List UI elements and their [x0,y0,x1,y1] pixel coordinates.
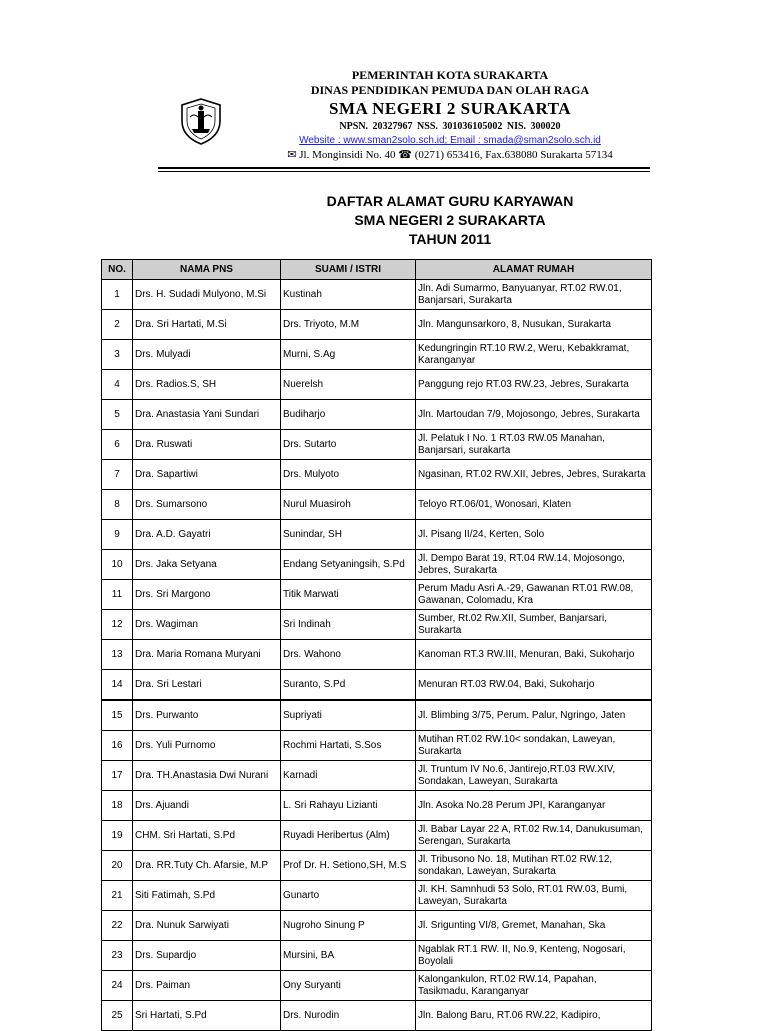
teacher-name: Drs. Yuli Purnomo [133,731,281,761]
row-number: 20 [102,851,133,881]
table-row [102,280,652,310]
row-number: 3 [102,340,133,370]
home-address: Menuran RT.03 RW.04, Baki, Sukoharjo [416,670,652,701]
teacher-name: Dra. Maria Romana Muryani [133,640,281,670]
table-row [102,400,652,430]
document-title [250,192,650,249]
spouse-name: Murni, S.Ag [281,340,416,370]
home-address: Jln. Martoudan 7/9, Mojosongo, Jebres, Surakarta [416,400,652,430]
teacher-name: Drs. Mulyadi [133,340,281,370]
spouse-name: Rochmi Hartati, S.Sos [281,731,416,761]
row-number: 1 [102,280,133,310]
home-address: Jl. Truntum IV No.6, Jantirejo,RT.03 RW.XIV, Sondakan, Laweyan, Surakarta [416,761,652,791]
table-row [102,731,652,761]
home-address: Sumber, Rt.02 Rw.XII, Sumber, Banjarsari, Surakarta [416,610,652,640]
row-number: 16 [102,731,133,761]
row-number: 23 [102,941,133,971]
table-row [102,941,652,971]
table-row [102,821,652,851]
header-no: NO. [102,260,133,280]
title-line-3: TAHUN 2011 [408,231,492,247]
home-address: Jl. Dempo Barat 19, RT.04 RW.14, Mojosongo, Jebres, Surakarta [416,550,652,580]
table-row [102,520,652,550]
spouse-name: Ruyadi Heribertus (Alm) [281,821,416,851]
table-row [102,1001,652,1031]
home-address: Jln. Adi Sumarmo, Banyuanyar, RT.02 RW.01, Banjarsari, Surakarta [416,280,652,310]
spouse-name: Budiharjo [281,400,416,430]
teacher-name: Drs. Wagiman [133,610,281,640]
row-number: 4 [102,370,133,400]
home-address: Kedungringin RT.10 RW.2, Weru, Kebakkramat, Karanganyar [416,340,652,370]
spouse-name: Prof Dr. H. Setiono,SH, M.S [281,851,416,881]
table-row [102,761,652,791]
row-number: 15 [102,700,133,731]
title-line-2: SMA NEGERI 2 SURAKARTA [354,212,546,228]
home-address: Teloyo RT.06/01, Wonosari, Klaten [416,490,652,520]
city-emblem-icon [178,97,224,145]
table-row [102,610,652,640]
table-body [102,280,652,1031]
teacher-name: Drs. Sri Margono [133,580,281,610]
spouse-name: Karnadi [281,761,416,791]
teacher-name: Sri Hartati, S.Pd [133,1001,281,1031]
teacher-name: Dra. TH.Anastasia Dwi Nurani [133,761,281,791]
home-address: Jl. Pisang II/24, Kerten, Solo [416,520,652,550]
school-name: SMA NEGERI 2 SURAKARTA [329,99,571,118]
teacher-name: Dra. Anastasia Yani Sundari [133,400,281,430]
school-address: ✉ Jl. Monginsidi No. 40 ☎ (0271) 653416, Fax.638080 Surakarta 57134 [287,149,613,161]
table-row [102,700,652,731]
row-number: 2 [102,310,133,340]
spouse-name: Drs. Sutarto [281,430,416,460]
row-number: 9 [102,520,133,550]
spouse-name: Suranto, S.Pd [281,670,416,701]
table-row [102,911,652,941]
spouse-name: Sri Indinah [281,610,416,640]
teacher-name: Dra. A.D. Gayatri [133,520,281,550]
letterhead-divider [158,167,650,169]
table-row [102,370,652,400]
row-number: 7 [102,460,133,490]
row-number: 21 [102,881,133,911]
home-address: Kalongankulon, RT.02 RW.14, Papahan, Tasikmadu, Karanganyar [416,971,652,1001]
row-number: 14 [102,670,133,701]
teacher-name: Dra. Sapartiwi [133,460,281,490]
spouse-name: Drs. Nurodin [281,1001,416,1031]
row-number: 12 [102,610,133,640]
row-number: 22 [102,911,133,941]
header-suami-istri: SUAMI / ISTRI [281,260,416,280]
government-name: PEMERINTAH KOTA SURAKARTA [351,68,549,82]
row-number: 18 [102,791,133,821]
table-row [102,340,652,370]
letterhead-divider-thin [158,171,650,172]
table-row [102,971,652,1001]
home-address: Ngasinan, RT.02 RW.XII, Jebres, Jebres, Surakarta [416,460,652,490]
row-number: 24 [102,971,133,1001]
row-number: 5 [102,400,133,430]
home-address: Jln. Mangunsarkoro, 8, Nusukan, Surakarta [416,310,652,340]
teacher-name: Drs. Purwanto [133,700,281,731]
home-address: Jln. Balong Baru, RT.06 RW.22, Kadipiro, [416,1001,652,1031]
row-number: 13 [102,640,133,670]
home-address: Ngablak RT.1 RW. II, No.9, Kenteng, Nogosari, Boyolali [416,941,652,971]
spouse-name: Titik Marwati [281,580,416,610]
letterhead [0,0,768,172]
home-address: Jln. Asoka No.28 Perum JPI, Karanganyar [416,791,652,821]
teacher-name: CHM. Sri Hartati, S.Pd [133,821,281,851]
teacher-name: Drs. H. Sudadi Mulyono, M.Si [133,280,281,310]
home-address: Mutihan RT.02 RW.10< sondakan, Laweyan, Surakarta [416,731,652,761]
teacher-name: Dra. Sri Lestari [133,670,281,701]
home-address: Jl. Pelatuk I No. 1 RT.03 RW.05 Manahan, Banjarsari, surakarta [416,430,652,460]
header-alamat-rumah: ALAMAT RUMAH [416,260,652,280]
row-number: 8 [102,490,133,520]
department-name: DINAS PENDIDIKAN PEMUDA DAN OLAH RAGA [310,83,590,97]
row-number: 11 [102,580,133,610]
table-row [102,430,652,460]
teacher-name: Drs. Jaka Setyana [133,550,281,580]
row-number: 10 [102,550,133,580]
teacher-name: Siti Fatimah, S.Pd [133,881,281,911]
row-number: 17 [102,761,133,791]
header-nama-pns: NAMA PNS [133,260,281,280]
school-ids: NPSN. 20327967 NSS. 301036105002 NIS. 300020 [339,121,561,132]
title-line-1: DAFTAR ALAMAT GURU KARYAWAN [326,193,574,209]
table-row [102,460,652,490]
teacher-name: Dra. Nunuk Sarwiyati [133,911,281,941]
spouse-name: Drs. Triyoto, M.M [281,310,416,340]
table-row [102,851,652,881]
table-row [102,580,652,610]
table-row [102,791,652,821]
table-row [102,881,652,911]
teacher-name: Drs. Paiman [133,971,281,1001]
home-address: Jl. Srigunting VI/8, Gremet, Manahan, Ska [416,911,652,941]
spouse-name: Drs. Mulyoto [281,460,416,490]
teacher-name: Drs. Ajuandi [133,791,281,821]
table-header-row [102,260,652,280]
spouse-name: Nurul Muasiroh [281,490,416,520]
table-row [102,490,652,520]
spouse-name: Nuerelsh [281,370,416,400]
table-row [102,310,652,340]
row-number: 19 [102,821,133,851]
table-row [102,670,652,701]
teacher-name: Dra. Sri Hartati, M.Si [133,310,281,340]
teacher-name: Drs. Supardjo [133,941,281,971]
teacher-name: Drs. Sumarsono [133,490,281,520]
row-number: 25 [102,1001,133,1031]
home-address: Perum Madu Asri A.-29, Gawanan RT.01 RW.08, Gawanan, Colomadu, Kra [416,580,652,610]
home-address: Jl. Blimbing 3/75, Perum. Palur, Ngringo, Jaten [416,700,652,731]
spouse-name: Kustinah [281,280,416,310]
home-address: Jl. Babar Layar 22 A, RT.02 Rw.14, Danukusuman, Serengan, Surakarta [416,821,652,851]
teacher-name: Dra. Ruswati [133,430,281,460]
spouse-name: Sunindar, SH [281,520,416,550]
home-address: Panggung rejo RT.03 RW.23, Jebres, Surakarta [416,370,652,400]
spouse-name: L. Sri Rahayu Lizianti [281,791,416,821]
home-address: Jl. Tribusono No. 18, Mutihan RT.02 RW.12, sondakan, Laweyan, Surakarta [416,851,652,881]
home-address: Kanoman RT.3 RW.III, Menuran, Baki, Sukoharjo [416,640,652,670]
teacher-name: Drs. Radios.S, SH [133,370,281,400]
teacher-name: Dra. RR.Tuty Ch. Afarsie, M.P [133,851,281,881]
spouse-name: Gunarto [281,881,416,911]
table-row [102,640,652,670]
spouse-name: Drs. Wahono [281,640,416,670]
website-email-link[interactable]: Website : www.sman2solo.sch.id; Email : smada@sman2solo.sch.id [299,135,601,146]
spouse-name: Supriyati [281,700,416,731]
spouse-name: Ony Suryanti [281,971,416,1001]
home-address: Jl. KH. Samnhudi 53 Solo, RT.01 RW.03, Bumi, Laweyan, Surakarta [416,881,652,911]
row-number: 6 [102,430,133,460]
spouse-name: Endang Setyaningsih, S.Pd [281,550,416,580]
spouse-name: Nugroho Sinung P [281,911,416,941]
address-table [101,259,652,1031]
spouse-name: Mursini, BA [281,941,416,971]
table-row [102,550,652,580]
